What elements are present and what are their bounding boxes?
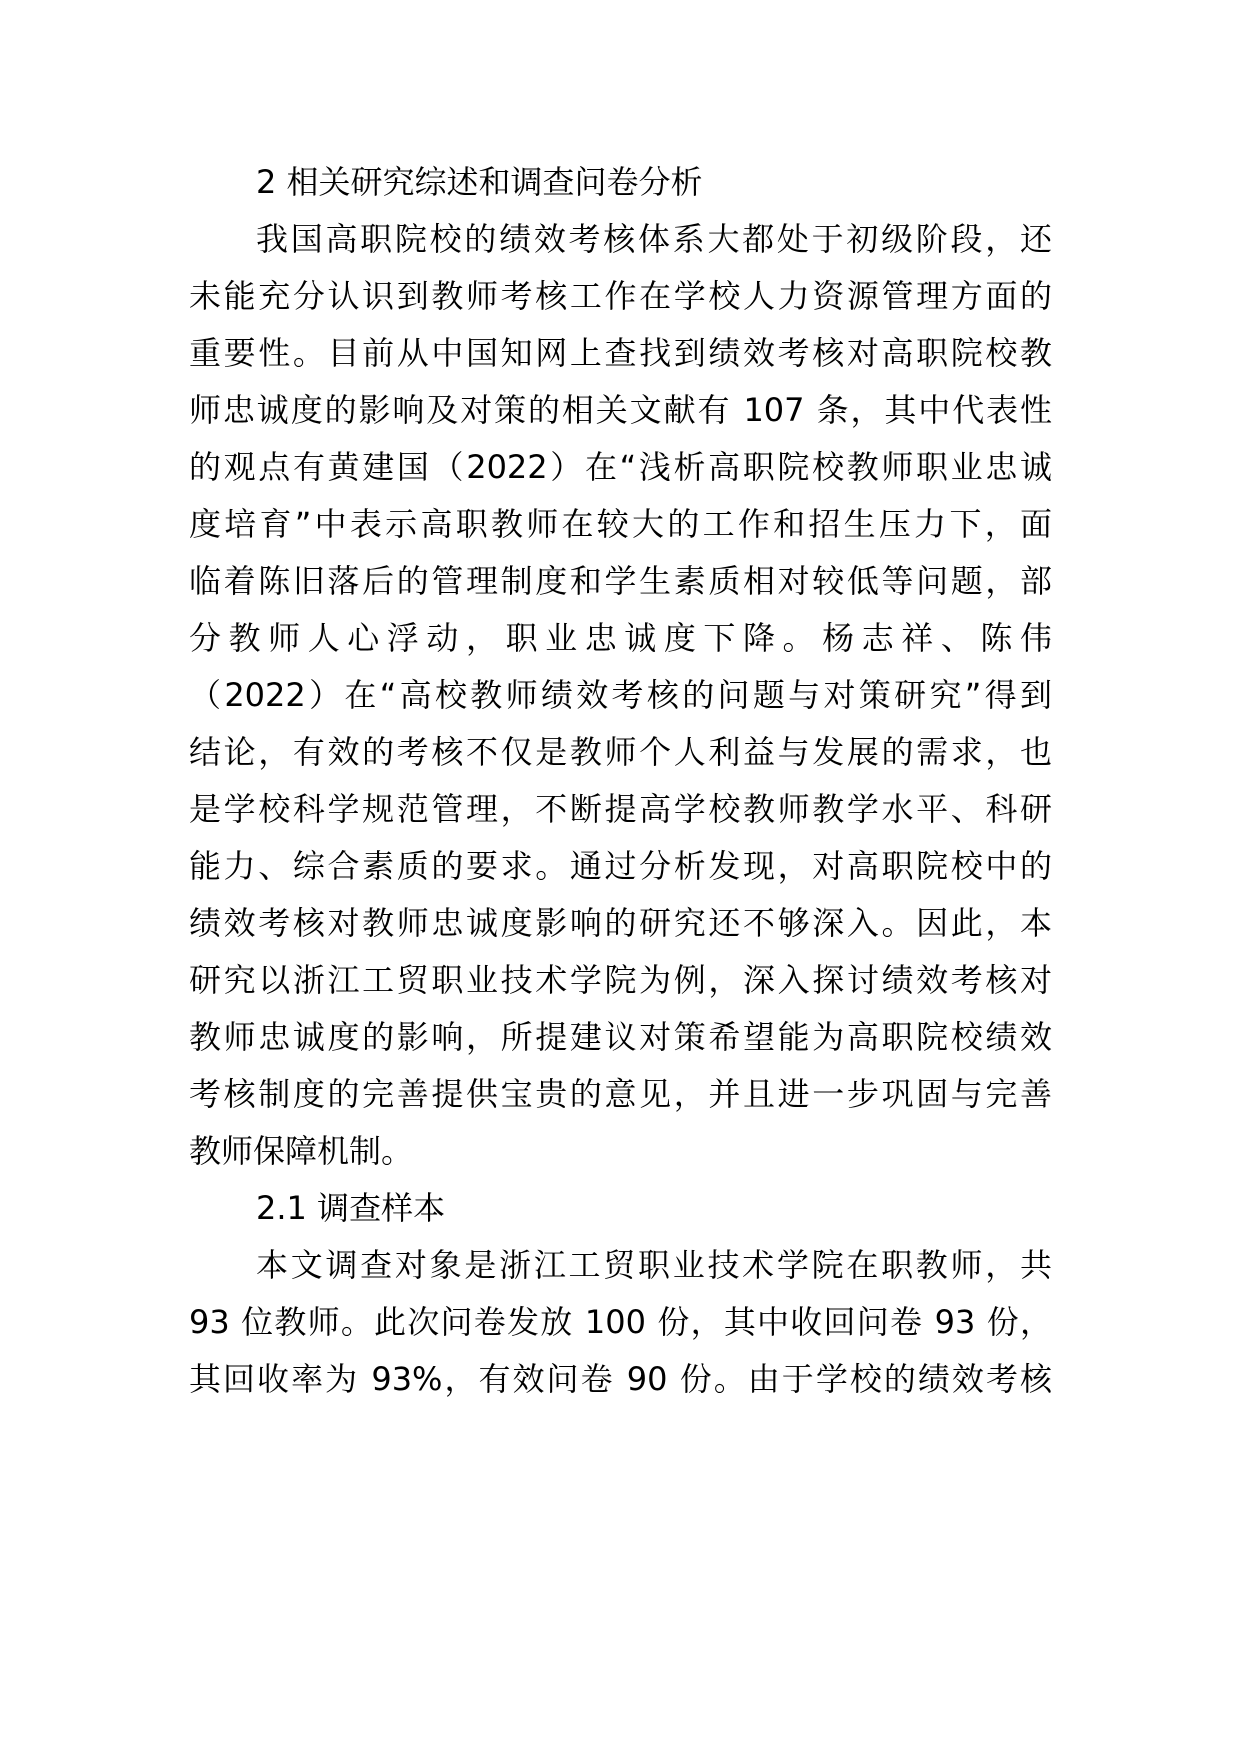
paragraph-line: 其回收率为 93%，有效问卷 90 份。由于学校的绩效考核 [189,1360,1052,1398]
paragraph-line: 本文调查对象是浙江工贸职业技术学院在职教师，共 [256,1246,1052,1284]
paragraph-line: 未能充分认识到教师考核工作在学校人力资源管理方面的 [189,277,1052,315]
paragraph-line: 能力、综合素质的要求。通过分析发现，对高职院校中的 [189,847,1052,885]
paragraph-line: 教师忠诚度的影响，所提建议对策希望能为高职院校绩效 [189,1018,1052,1056]
paragraph-line: 分教师人心浮动，职业忠诚度下降。杨志祥、陈伟 [189,619,1052,657]
paragraph-line: 93 位教师。此次问卷发放 100 份，其中收回问卷 93 份， [189,1303,1052,1341]
paragraph-line: （2022）在“高校教师绩效考核的问题与对策研究”得到 [189,676,1052,714]
paragraph-line: 结论，有效的考核不仅是教师个人利益与发展的需求，也 [189,733,1052,771]
paragraph-line: 是学校科学规范管理，不断提高学校教师教学水平、科研 [189,790,1052,828]
section-heading: 2 相关研究综述和调查问卷分析 [256,163,703,201]
paragraph-line: 度培育”中表示高职教师在较大的工作和招生压力下，面 [189,505,1052,543]
paragraph-line: 教师保障机制。 [189,1132,414,1170]
paragraph-line: 我国高职院校的绩效考核体系大都处于初级阶段，还 [256,220,1052,258]
subsection-heading: 2.1 调查样本 [256,1189,446,1227]
paragraph-line: 师忠诚度的影响及对策的相关文献有 107 条，其中代表性 [189,391,1052,429]
paragraph-line: 的观点有黄建国（2022）在“浅析高职院校教师职业忠诚 [189,448,1052,486]
paragraph-line: 绩效考核对教师忠诚度影响的研究还不够深入。因此，本 [189,904,1052,942]
paragraph-line: 重要性。目前从中国知网上查找到绩效考核对高职院校教 [189,334,1052,372]
paragraph-line: 考核制度的完善提供宝贵的意见，并且进一步巩固与完善 [189,1075,1052,1113]
paragraph-line: 临着陈旧落后的管理制度和学生素质相对较低等问题，部 [189,562,1052,600]
paragraph-line: 研究以浙江工贸职业技术学院为例，深入探讨绩效考核对 [189,961,1052,999]
